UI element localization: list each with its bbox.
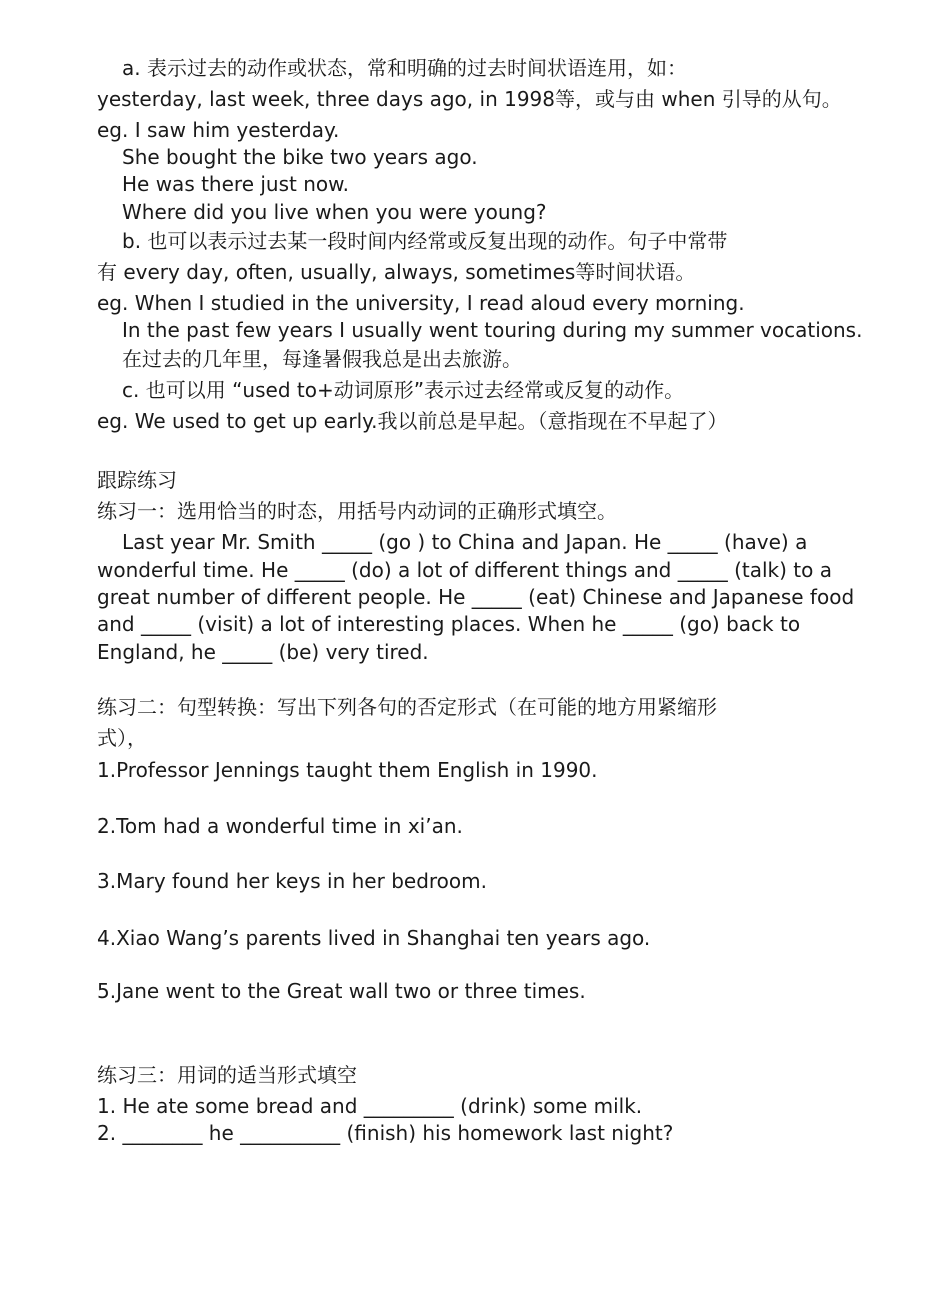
example-4: Where did you live when you were young? <box>122 200 547 224</box>
example-6-translation: 在过去的几年里，每逢暑假我总是出去旅游。 <box>122 347 522 371</box>
usage-b-line2: 有 every day, often, usually, always, sometimes等时间状语。 <box>97 260 696 284</box>
usage-a-line2: yesterday, last week, three days ago, in 1998等，或与由 when 引导的从句。 <box>97 87 842 111</box>
exercise-1-line: Last year Mr. Smith _____ (go ) to China and Japan. He _____ (have) a <box>122 530 808 554</box>
exercise-1-line: and _____ (visit) a lot of interesting places. When he _____ (go) back to <box>97 612 801 636</box>
exercise-2-item: 5.Jane went to the Great wall two or three times. <box>97 979 586 1003</box>
exercise-3-item: 2. ________ he __________ (finish) his homework last night? <box>97 1121 674 1145</box>
example-5: eg. When I studied in the university, I read aloud every morning. <box>97 291 745 315</box>
exercise-2-item: 1.Professor Jennings taught them English in 1990. <box>97 758 598 782</box>
example-1: eg. I saw him yesterday. <box>97 118 340 142</box>
exercise-1-line: wonderful time. He _____ (do) a lot of different things and _____ (talk) to a <box>97 558 832 582</box>
exercise-2-item: 4.Xiao Wang’s parents lived in Shanghai ten years ago. <box>97 926 651 950</box>
exercise-1-title: 练习一：选用恰当的时态，用括号内动词的正确形式填空。 <box>97 499 617 523</box>
exercise-2-title-line2: 式）， <box>97 726 147 750</box>
exercise-1-line: England, he _____ (be) very tired. <box>97 640 429 664</box>
usage-a-line1: a. 表示过去的动作或状态，常和明确的过去时间状语连用，如： <box>122 56 687 80</box>
exercise-3-title: 练习三：用词的适当形式填空 <box>97 1063 357 1087</box>
exercise-3-item: 1. He ate some bread and _________ (drink) some milk. <box>97 1094 643 1118</box>
example-2: She bought the bike two years ago. <box>122 145 478 169</box>
practice-heading: 跟踪练习 <box>97 468 177 492</box>
example-6: In the past few years I usually went touring during my summer vocations. <box>122 318 863 342</box>
usage-b-line1: b. 也可以表示过去某一段时间内经常或反复出现的动作。句子中常带 <box>122 229 728 253</box>
example-7: eg. We used to get up early.我以前总是早起。（意指现在不早起了） <box>97 409 728 433</box>
exercise-2-title-line1: 练习二：句型转换：写出下列各句的否定形式（在可能的地方用紧缩形 <box>97 695 717 719</box>
example-3: He was there just now. <box>122 172 350 196</box>
exercise-2-item: 3.Mary found her keys in her bedroom. <box>97 869 487 893</box>
exercise-2-item: 2.Tom had a wonderful time in xi’an. <box>97 814 463 838</box>
usage-c-line: c. 也可以用 “used to+动词原形”表示过去经常或反复的动作。 <box>122 378 685 402</box>
exercise-1-line: great number of different people. He _____ (eat) Chinese and Japanese food <box>97 585 855 609</box>
